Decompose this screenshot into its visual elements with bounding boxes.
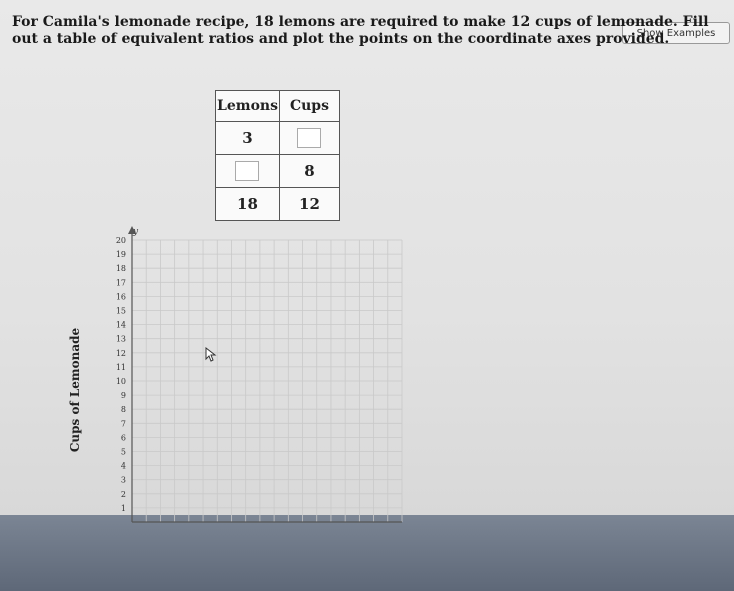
y-tick-label: 6 [120, 433, 126, 443]
lemons-cell: 18 [216, 188, 280, 221]
y-tick-label: 13 [115, 334, 126, 344]
y-tick-label: 11 [115, 362, 126, 372]
y-tick-label: 18 [115, 264, 126, 274]
y-tick-label: 15 [115, 306, 126, 316]
cups-cell: 8 [279, 155, 339, 188]
y-tick-label: 3 [120, 475, 126, 485]
lemons-answer-box[interactable] [235, 161, 259, 181]
y-tick-labels [116, 236, 126, 513]
y-axis-label: Cups of Lemonade [68, 327, 82, 453]
coordinate-graph[interactable] [60, 220, 420, 540]
lemons-cell: 3 [216, 122, 280, 155]
cups-answer-box[interactable] [297, 128, 321, 148]
y-tick-label: 1 [120, 503, 126, 513]
mouse-pointer-icon [205, 347, 217, 363]
y-tick-label: 12 [115, 348, 126, 358]
y-tick-label: 7 [120, 419, 126, 429]
y-tick-label: 9 [120, 391, 126, 401]
table-row [216, 188, 340, 221]
y-tick-label: 2 [120, 489, 126, 499]
lemons-input-cell[interactable] [216, 155, 280, 188]
y-tick-label: 14 [115, 320, 126, 330]
table-row [216, 122, 340, 155]
y-tick-label: 5 [120, 447, 126, 457]
cups-cell: 12 [279, 188, 339, 221]
show-examples-button[interactable]: Show Examples [622, 22, 730, 44]
y-tick-label: 4 [120, 461, 126, 471]
y-tick-label: 17 [115, 278, 126, 288]
graph-grid [128, 226, 402, 522]
y-axis-symbol: y [133, 227, 139, 237]
lemons-header: Lemons [216, 91, 280, 122]
ratio-table [215, 90, 340, 221]
y-tick-label: 20 [115, 236, 126, 245]
table-row [216, 155, 340, 188]
cups-input-cell[interactable] [279, 122, 339, 155]
y-tick-label: 8 [120, 405, 126, 415]
cups-header: Cups [279, 91, 339, 122]
y-tick-label: 10 [115, 377, 126, 386]
question-text: For Camila's lemonade recipe, 18 lemons are required to make 12 cups of lemonade. Fill out a table of equivalent ratios and plot the points on the coordinate axes provided. [12, 14, 709, 47]
y-tick-label: 16 [115, 292, 126, 302]
y-tick-label: 19 [115, 250, 126, 260]
